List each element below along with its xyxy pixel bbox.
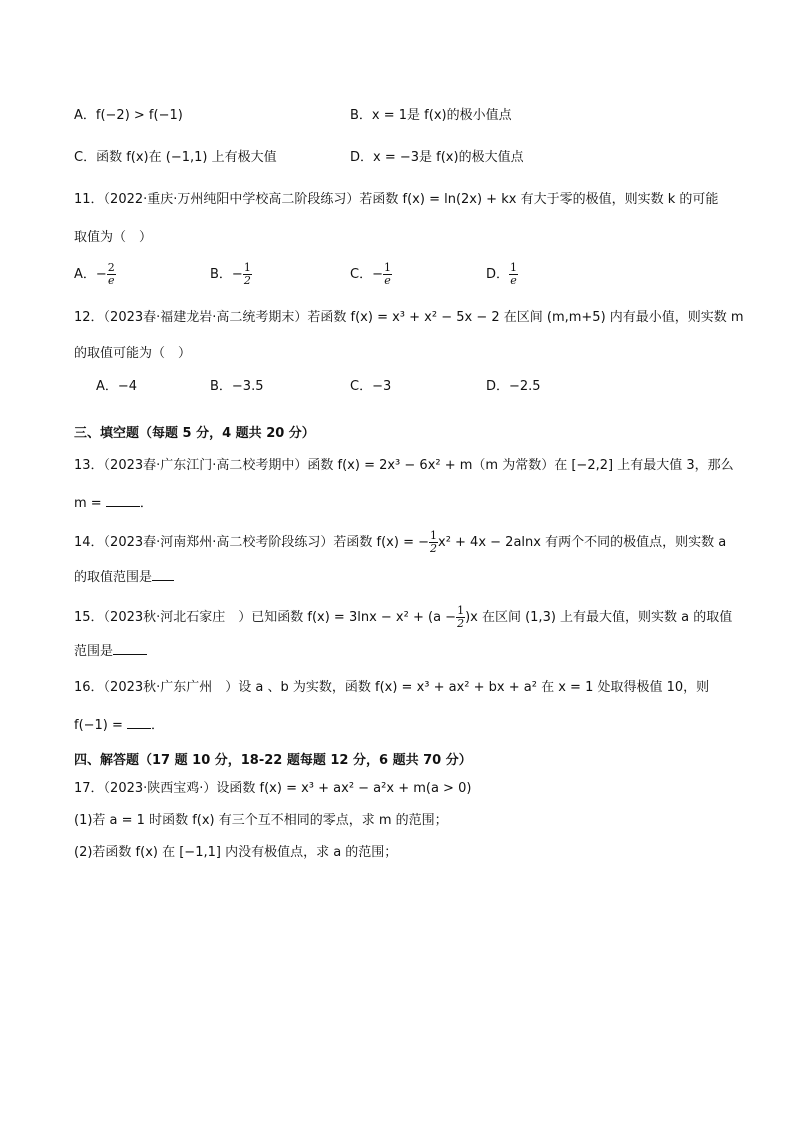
q16-stem-line1: 16．（2023秋·广东广州 ）设 a 、b 为实数，函数 f(x) = x³ + ax² + bx + a² 在 x = 1 处取得极值 10，则 xyxy=(74,680,710,695)
q16-answer-prefix: f(−1) = xyxy=(74,718,128,733)
q11-option-a-label: A．− xyxy=(74,267,107,282)
q15-stem-pre: 15．（2023秋·河北石家庄 ）已知函数 f(x) = 3lnx − x² + (a − xyxy=(74,610,457,625)
fraction-numerator: 2 xyxy=(107,261,115,274)
fraction-denominator: 2 xyxy=(243,274,251,287)
q11-option-c-fraction xyxy=(383,262,392,287)
q14-stem-line2 xyxy=(74,568,174,588)
q15-stem-line2 xyxy=(74,642,147,662)
fraction-denominator: 2 xyxy=(430,542,437,555)
fraction-denominator: 2 xyxy=(457,617,465,630)
q11-option-b-fraction xyxy=(243,262,252,287)
q12-stem-line1: 12．（2023春·福建龙岩·高二统考期末）若函数 f(x) = x³ + x² − 5x − 2 在区间 (m,m+5) 内有最小值，则实数 m xyxy=(74,310,744,325)
q13-stem-line1: 13．（2023春·广东江门·高二校考期中）函数 f(x) = 2x³ − 6x² + m（m 为常数）在 [−2,2] 上有最大值 3，那么 xyxy=(74,458,734,473)
q17-part-1: (1)若 a = 1 时函数 f(x) 有三个互不相同的零点，求 m 的范围； xyxy=(74,813,448,828)
q14-answer-blank xyxy=(152,568,174,581)
section-4-heading: 四、解答题（17 题 10 分，18-22 题每题 12 分，6 题共 70 分） xyxy=(74,753,472,768)
q13-stem-line2 xyxy=(74,494,153,514)
q12-option-a: A．−4 xyxy=(96,379,138,394)
q11-option-d-label: D． xyxy=(486,267,510,282)
q11-option-d xyxy=(486,262,518,287)
q12-option-d: D．−2.5 xyxy=(486,379,541,394)
q11-option-a xyxy=(74,262,116,287)
q14-stem-post: x² + 4x − 2alnx 有两个不同的极值点，则实数 a xyxy=(438,535,727,550)
fraction-numerator: 1 xyxy=(457,604,465,617)
q11-option-b-label: B．− xyxy=(210,267,243,282)
q10-option-d: D．x = −3是 f(x)的极大值点 xyxy=(350,150,524,165)
fraction-denominator: e xyxy=(108,274,115,287)
q15-stem-line2-text: 范围是 xyxy=(74,644,114,659)
q12-option-c: C．−3 xyxy=(350,379,392,394)
q16-answer-suffix: ． xyxy=(151,718,165,733)
q14-stem-line1 xyxy=(74,530,726,555)
q15-stem-line1 xyxy=(74,605,732,630)
q11-option-c-label: C．− xyxy=(350,267,383,282)
section-3-heading: 三、填空题（每题 5 分，4 题共 20 分） xyxy=(74,426,315,441)
q10-option-c: C．函数 f(x)在 (−1,1) 上有极大值 xyxy=(74,150,277,165)
q13-answer-prefix: m = xyxy=(74,496,106,511)
q14-stem-line2-text: 的取值范围是 xyxy=(74,570,153,585)
q15-answer-blank xyxy=(113,642,147,655)
q14-stem-pre: 14．（2023春·河南郑州·高二校考阶段练习）若函数 f(x) = − xyxy=(74,535,429,550)
q12-stem-line2: 的取值可能为（ ） xyxy=(74,346,192,361)
q10-option-a: A．f(−2) > f(−1) xyxy=(74,108,183,123)
q15-fraction xyxy=(456,605,465,630)
q16-stem-line2 xyxy=(74,716,164,736)
q11-stem-line1: 11．（2022·重庆·万州纯阳中学校高二阶段练习）若函数 f(x) = ln(2x) + kx 有大于零的极值，则实数 k 的可能 xyxy=(74,192,719,207)
q12-option-b: B．−3.5 xyxy=(210,379,264,394)
q11-option-a-fraction xyxy=(107,262,116,287)
q11-option-c xyxy=(350,262,392,287)
q11-stem-line2: 取值为（ ） xyxy=(74,230,153,245)
fraction-numerator: 1 xyxy=(430,529,437,542)
fraction-denominator: e xyxy=(510,274,517,287)
fraction-numerator: 1 xyxy=(383,261,391,274)
q13-answer-blank xyxy=(106,494,140,507)
q14-fraction xyxy=(429,530,438,555)
fraction-denominator: e xyxy=(384,274,391,287)
fraction-numerator: 1 xyxy=(510,261,518,274)
q16-answer-blank xyxy=(127,716,151,729)
q11-option-b xyxy=(210,262,252,287)
q11-option-d-fraction xyxy=(509,262,518,287)
fraction-numerator: 1 xyxy=(243,261,251,274)
q17-stem: 17．（2023·陕西宝鸡·）设函数 f(x) = x³ + ax² − a²x + m(a > 0) xyxy=(74,781,472,796)
q13-answer-suffix: ． xyxy=(139,496,153,511)
q10-option-b: B．x = 1是 f(x)的极小值点 xyxy=(350,108,512,123)
q17-part-2: (2)若函数 f(x) 在 [−1,1] 内没有极值点，求 a 的范围； xyxy=(74,845,398,860)
q15-stem-post: )x 在区间 (1,3) 上有最大值，则实数 a 的取值 xyxy=(465,610,733,625)
